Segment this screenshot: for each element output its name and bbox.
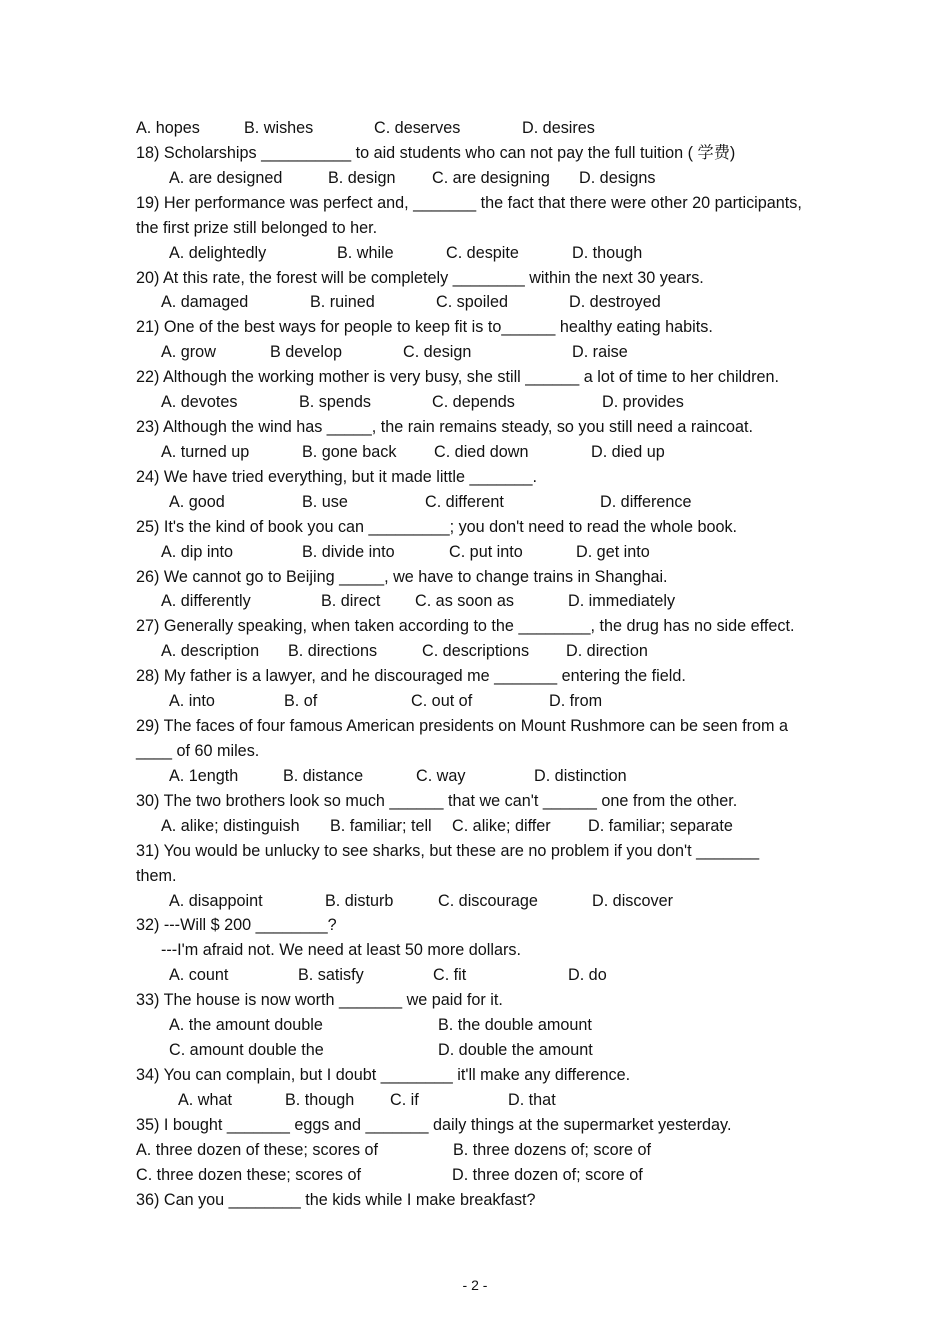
option-item: B. though	[285, 1090, 355, 1109]
option-item: D. designs	[579, 168, 656, 187]
option-item: B. ruined	[310, 293, 375, 312]
option-item: A. damaged	[161, 293, 249, 312]
text-line: 19) Her performance was perfect and, _______ the fact that there were other 20 participants,	[136, 193, 802, 212]
option-item: B. divide into	[302, 542, 395, 561]
option-item: D. though	[572, 243, 643, 262]
option-item: A. devotes	[161, 393, 238, 412]
option-item: D. discover	[592, 891, 673, 910]
option-item: A. hopes	[136, 119, 200, 137]
option-item: B. three dozens of; score of	[453, 1140, 651, 1159]
text-line: 18) Scholarships __________ to aid students who can not pay the full tuition ( 学费)	[136, 143, 736, 162]
text-line: 25) It's the kind of book you can _________; you don't need to read the whole book.	[136, 517, 738, 536]
option-item: B. directions	[288, 642, 378, 661]
option-item: A. differently	[161, 592, 251, 611]
option-item: D. that	[508, 1090, 556, 1109]
option-item: A. into	[169, 692, 215, 711]
option-item: D. provides	[602, 393, 684, 412]
text-line: 30) The two brothers look so much ______ that we can't ______ one from the other.	[136, 791, 738, 810]
page-number: - 2 -	[462, 1277, 488, 1293]
option-item: D. direction	[566, 642, 648, 661]
option-item: D. raise	[572, 343, 628, 362]
option-item: C. three dozen these; scores of	[136, 1165, 361, 1184]
option-item: C. descriptions	[422, 642, 530, 661]
option-item: C. spoiled	[436, 293, 508, 312]
option-item: D. familiar; separate	[588, 816, 733, 835]
option-item: B. disturb	[325, 891, 394, 910]
text-line: 31) You would be unlucky to see sharks, but these are no problem if you don't _______	[136, 841, 760, 860]
option-item: A. alike; distinguish	[161, 816, 300, 835]
option-item: C. depends	[432, 393, 515, 412]
option-item: D. died up	[591, 442, 665, 461]
option-item: C. put into	[449, 542, 523, 561]
option-item: B. spends	[299, 393, 371, 412]
text-line: 23) Although the wind has _____, the rain remains steady, so you still need a raincoat.	[136, 418, 754, 437]
option-item: A. good	[169, 492, 225, 511]
text-line: 35) I bought _______ eggs and _______ daily things at the supermarket yesterday.	[136, 1115, 732, 1134]
option-item: B. direct	[321, 592, 381, 611]
text-line: 34) You can complain, but I doubt ________ it'll make any difference.	[136, 1065, 631, 1084]
option-item: C. fit	[433, 966, 467, 985]
option-item: C. discourage	[438, 891, 538, 910]
text-line: 29) The faces of four famous American presidents on Mount Rushmore can be seen from a	[136, 717, 789, 736]
option-item: A. the amount double	[169, 1016, 323, 1035]
text-line: 27) Generally speaking, when taken according to the ________, the drug has no side effect.	[136, 617, 795, 636]
option-item: A. what	[178, 1090, 232, 1109]
text-line: ---I'm afraid not. We need at least 50 more dollars.	[161, 941, 521, 960]
option-item: A. description	[161, 642, 260, 661]
option-item: C. design	[403, 343, 472, 362]
option-item: D. from	[549, 692, 603, 711]
text-line: 24) We have tried everything, but it made little _______.	[136, 467, 538, 486]
option-item: D. immediately	[568, 592, 676, 611]
option-item: D. desires	[522, 119, 595, 137]
option-item: B. design	[328, 168, 396, 187]
option-item: C. way	[416, 766, 466, 785]
option-item: C. died down	[434, 442, 529, 461]
option-item: D. double the amount	[438, 1041, 593, 1060]
option-item: B. of	[284, 692, 318, 711]
option-item: B. while	[337, 243, 394, 262]
option-item: A. dip into	[161, 542, 233, 561]
option-item: D. three dozen of; score of	[452, 1165, 643, 1184]
option-item: C. amount double the	[169, 1041, 324, 1060]
option-item: C. if	[390, 1090, 419, 1109]
option-item: B. use	[302, 492, 348, 511]
option-item: A. three dozen of these; scores of	[136, 1140, 379, 1159]
option-item: B. familiar; tell	[330, 816, 432, 835]
text-line: 32) ---Will $ 200 ________?	[136, 916, 337, 935]
option-item: C. are designing	[432, 168, 550, 187]
text-line: them.	[136, 866, 177, 885]
option-item: A. count	[169, 966, 229, 985]
option-item: A. turned up	[161, 442, 250, 461]
option-item: D. difference	[600, 492, 692, 511]
option-item: C. deserves	[374, 119, 461, 137]
option-item: B develop	[270, 343, 342, 362]
option-item: D. do	[568, 966, 607, 985]
option-item: B. satisfy	[298, 966, 364, 985]
text-line: 36) Can you ________ the kids while I make breakfast?	[136, 1190, 536, 1209]
text-line: 22) Although the working mother is very busy, she still ______ a lot of time to her children.	[136, 368, 780, 387]
option-item: C. different	[425, 492, 504, 511]
option-item: B. distance	[283, 766, 364, 785]
option-item: D. get into	[576, 542, 650, 561]
text-line: 26) We cannot go to Beijing _____, we have to change trains in Shanghai.	[136, 567, 668, 586]
option-item: B. gone back	[302, 442, 397, 461]
option-item: A. are designed	[169, 168, 283, 187]
option-item: A. 1ength	[169, 766, 239, 785]
option-item: C. as soon as	[415, 592, 514, 611]
text-line: the first prize still belonged to her.	[136, 218, 378, 237]
text-line: 28) My father is a lawyer, and he discouraged me _______ entering the field.	[136, 667, 686, 686]
option-item: D. distinction	[534, 766, 627, 785]
option-item: A. grow	[161, 343, 216, 362]
option-item: A. disappoint	[169, 891, 263, 910]
text-line: 33) The house is now worth _______ we paid for it.	[136, 991, 503, 1010]
option-item: D. destroyed	[569, 293, 661, 312]
option-item: C. despite	[446, 243, 519, 262]
text-line: ____ of 60 miles.	[136, 742, 260, 760]
option-item: A. delightedly	[169, 243, 267, 262]
option-item: C. alike; differ	[452, 816, 551, 835]
text-line: 20) At this rate, the forest will be completely ________ within the next 30 years.	[136, 268, 704, 287]
text-line: 21) One of the best ways for people to keep fit is to______ healthy eating habits.	[136, 318, 713, 337]
option-item: C. out of	[411, 692, 473, 711]
option-item: B. the double amount	[438, 1016, 592, 1035]
option-item: B. wishes	[244, 119, 314, 137]
